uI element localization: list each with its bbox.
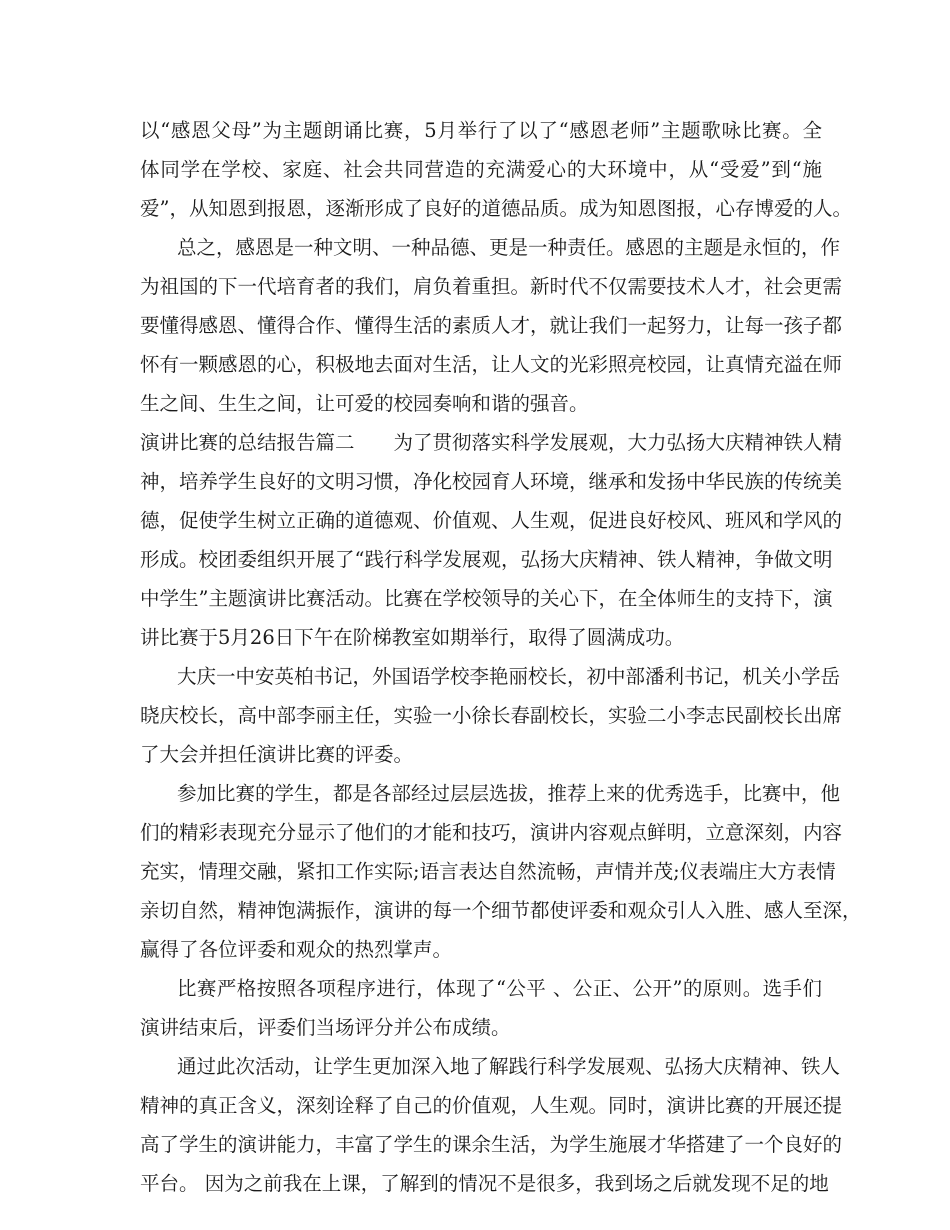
text-line: 怀有一颗感恩的心，积极地去面对生活，让人文的光彩照亮校园，让真情充溢在师: [140, 353, 843, 376]
text-line: 体同学在学校、家庭、社会共同营造的充满爱心的大环境中，从“受爱”到“施: [140, 158, 822, 181]
text-line: 比赛严格按照各项程序进行，体现了“公平 、公正、公开”的原则。选手们: [177, 977, 822, 1000]
text-line: 爱”，从知恩到报恩，逐渐形成了良好的道德品质。成为知恩图报，心存博爱的人。: [140, 197, 852, 220]
text-line: 神，培养学生良好的文明习惯，净化校园育人环境，继承和发扬中华民族的传统美: [140, 470, 843, 493]
text-line: 了大会并担任演讲比赛的评委。: [140, 743, 414, 766]
text-line: 晓庆校长，高中部李丽主任，实验一小徐长春副校长，实验二小李志民副校长出席: [140, 704, 843, 727]
text-line: 大庆一中安英柏书记，外国语学校李艳丽校长，初中部潘利书记，机关小学岳: [177, 665, 841, 688]
text-line: 参加比赛的学生，都是各部经过层层选拔，推荐上来的优秀选手，比赛中，他: [177, 782, 841, 805]
text-line: 平台。 因为之前我在上课，了解到的情况不是很多，我到场之后就发现不足的地: [140, 1172, 829, 1195]
text-line: 们的精彩表现充分显示了他们的才能和技巧，演讲内容观点鲜明，立意深刻，内容: [140, 821, 843, 844]
text-line: 演讲结束后，评委们当场评分并公布成绩。: [140, 1016, 511, 1039]
text-line: 精神的真正含义，深刻诠释了自己的价值观，人生观。同时，演讲比赛的开展还提: [140, 1094, 843, 1117]
text-line: 以“感恩父母”为主题朗诵比赛，5月举行了以了“感恩老师”主题歌咏比赛。全: [140, 119, 822, 142]
text-line: 通过此次活动，让学生更加深入地了解践行科学发展观、弘扬大庆精神、铁人: [177, 1055, 841, 1078]
text-line: 生之间、生生之间，让可爱的校园奏响和谐的强音。: [140, 392, 589, 415]
text-line: 中学生”主题演讲比赛活动。比赛在学校领导的关心下，在全体师生的支持下，演: [140, 587, 833, 610]
text-line: 德，促使学生树立正确的道德观、价值观、人生观，促进良好校风、班风和学风的: [140, 509, 843, 532]
text-line: 为祖国的下一代培育者的我们，肩负着重担。新时代不仅需要技术人才，社会更需: [140, 275, 843, 298]
text-line: 充实，情理交融，紧扣工作实际;语言表达自然流畅，声情并茂;仪表端庄大方表情: [140, 860, 836, 883]
text-line: 赢得了各位评委和观众的热烈掌声。: [140, 938, 453, 961]
text-line: 形成。校团委组织开展了“践行科学发展观，弘扬大庆精神、铁人精神，争做文明: [140, 548, 833, 571]
text-line: 要懂得感恩、懂得合作、懂得生活的素质人才，就让我们一起努力，让每一孩子都: [140, 314, 843, 337]
section-heading-line: 演讲比赛的总结报告篇二 为了贯彻落实科学发展观，大力弘扬大庆精神铁人精: [140, 431, 843, 454]
text-line: 总之，感恩是一种文明、一种品德、更是一种责任。感恩的主题是永恒的，作: [177, 236, 841, 259]
text-line: 讲比赛于5月26日下午在阶梯教室如期举行，取得了圆满成功。: [140, 626, 685, 649]
text-line: 亲切自然，精神饱满振作，演讲的每一个细节都使评委和观众引人入胜、感人至深，: [140, 899, 862, 922]
text-line: 高了学生的演讲能力，丰富了学生的课余生活，为学生施展才华搭建了一个良好的: [140, 1133, 843, 1156]
